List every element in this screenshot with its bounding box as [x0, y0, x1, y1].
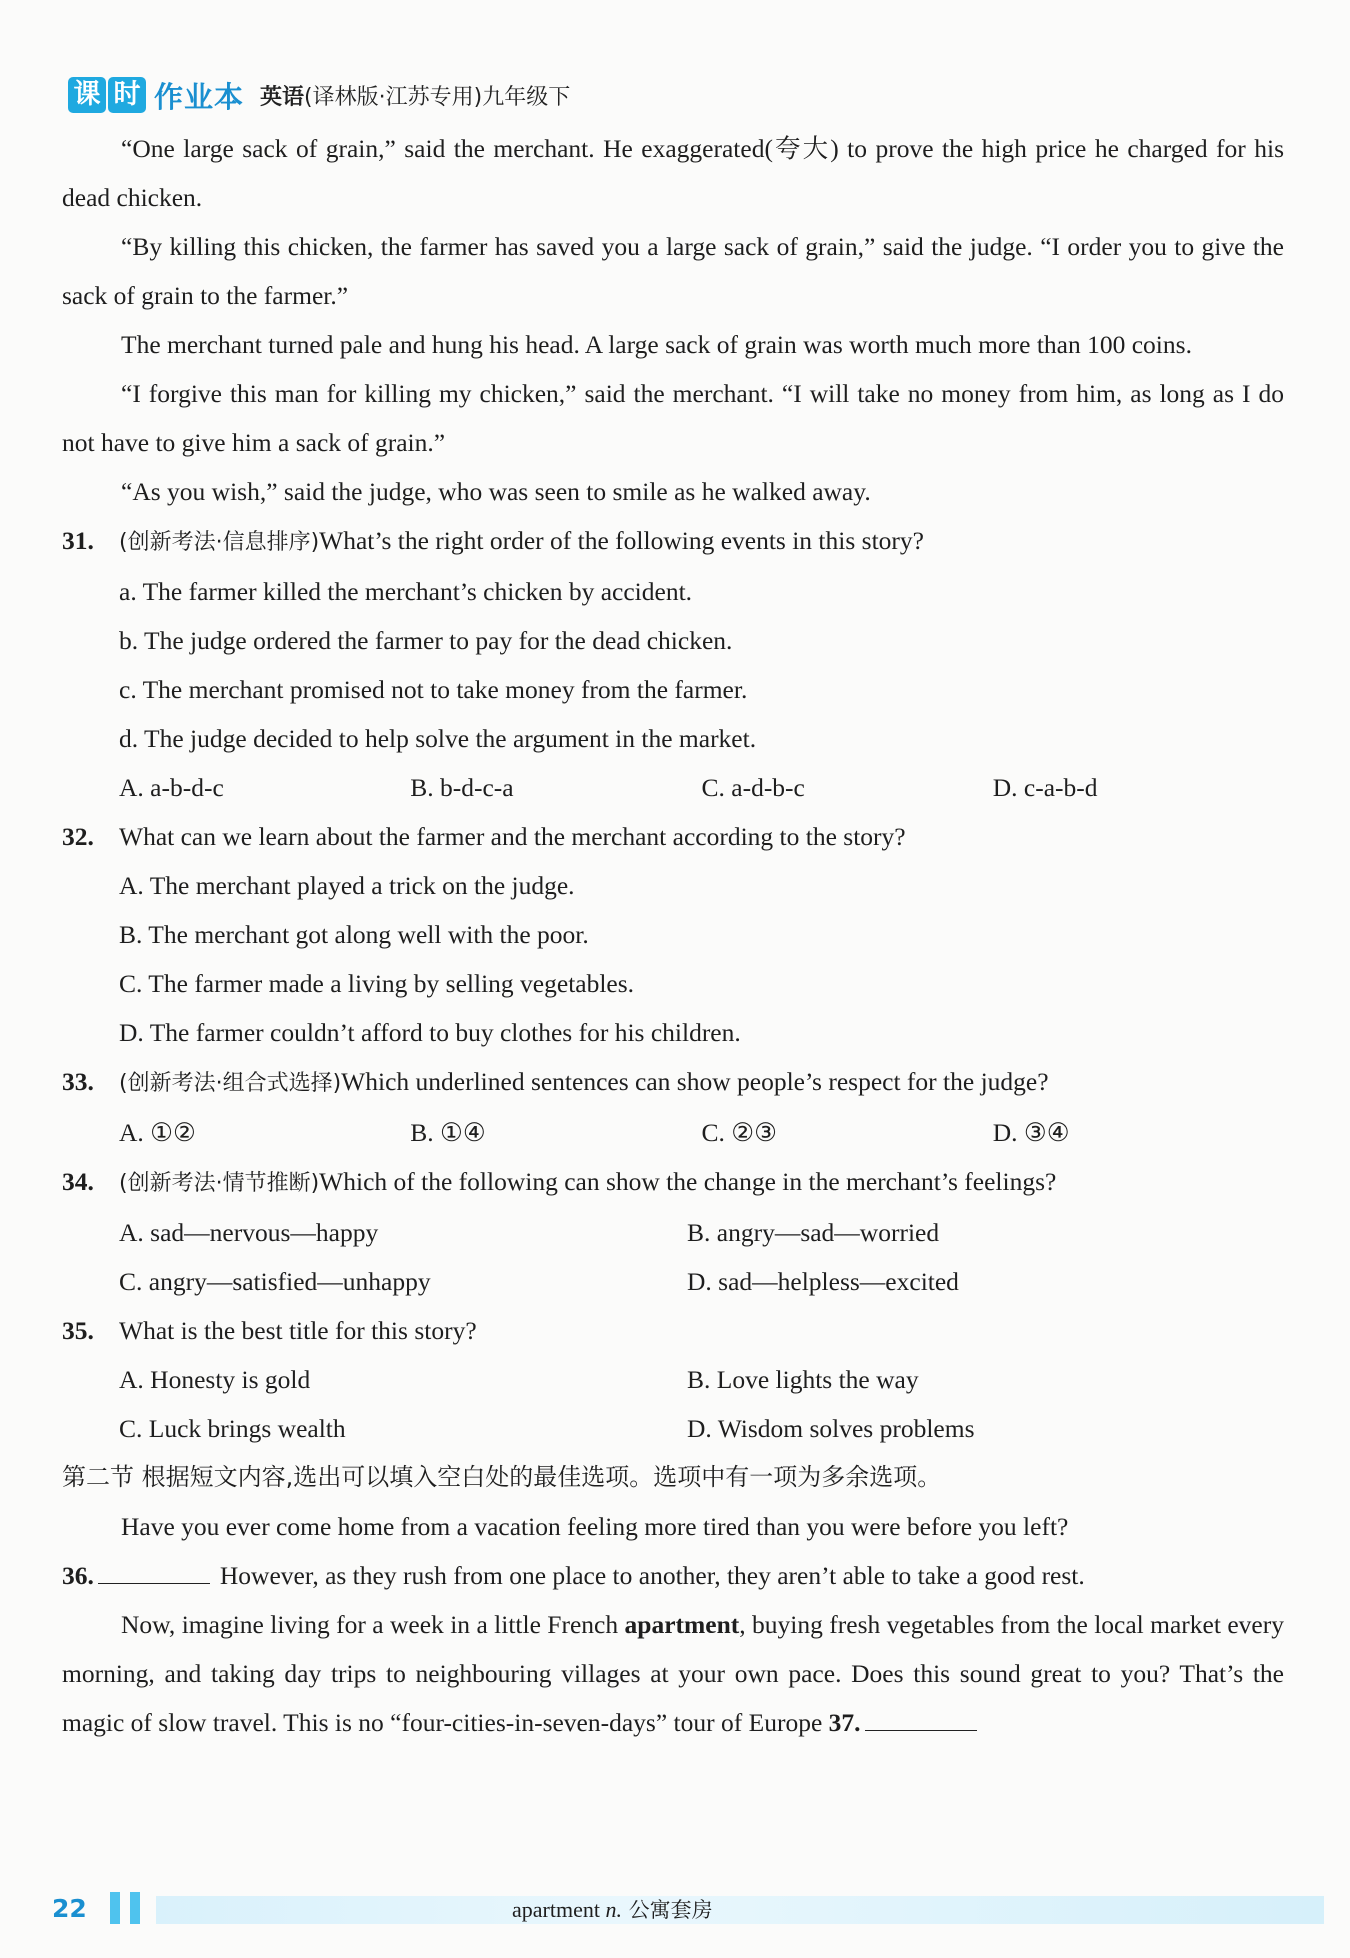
option-d: D. c-a-b-d — [992, 773, 1098, 802]
keyword: apartment — [624, 1610, 740, 1639]
option-a: A. ①② — [119, 1118, 196, 1147]
subject-edition: (译林版·江苏专用)九年级下 — [304, 84, 571, 110]
footer-bar — [110, 1892, 120, 1924]
question-number: 31. — [62, 526, 94, 555]
story-paragraph: “By killing this chicken, the farmer has saved you a large sack of grain,” said the judge. “I order you to give the sack of grain to the farmer.” — [62, 232, 1284, 310]
page-number: 22 — [52, 1894, 87, 1923]
passage-paragraph — [62, 1600, 1284, 1747]
passage-text: However, as they rush from one place to another, they aren’t able to take a good rest. — [219, 1561, 1085, 1590]
option-a: A. a-b-d-c — [119, 773, 224, 802]
story-paragraph: “As you wish,” said the judge, who was seen to smile as he walked away. — [121, 477, 871, 506]
option-d: D. sad—helpless—excited — [687, 1267, 959, 1296]
vocab-pos: n. — [605, 1897, 622, 1922]
story-paragraph: “I forgive this man for killing my chicken,” said the merchant. “I will take no money from him, as long as I do not have to give him a sack of grain.” — [62, 379, 1284, 457]
question-35 — [62, 1306, 1284, 1355]
question-32 — [62, 812, 1284, 861]
question-text: What can we learn about the farmer and the merchant according to the story? — [119, 822, 906, 851]
series-logo — [68, 75, 244, 116]
question-tag: (创新考法·信息排序) — [119, 530, 320, 555]
option-c: C. angry—satisfied—unhappy — [119, 1267, 431, 1296]
footer-band — [156, 1896, 1324, 1924]
event-item: c. The merchant promised not to take money from the farmer. — [119, 675, 748, 704]
answer-options — [62, 1108, 1284, 1157]
option-b: B. b-d-c-a — [410, 773, 514, 802]
option-b: B. Love lights the way — [687, 1365, 919, 1394]
answer-blank[interactable] — [865, 1704, 977, 1731]
story-paragraph: “One large sack of grain,” said the merchant. He exaggerated(夸大) to prove the high price he charged for his dead chicken. — [62, 134, 1284, 212]
blank-number: 36. — [62, 1561, 94, 1590]
event-item: b. The judge ordered the farmer to pay for the dead chicken. — [119, 626, 733, 655]
question-number: 33. — [62, 1067, 94, 1096]
question-31 — [62, 516, 1284, 567]
answer-options — [62, 1355, 1284, 1404]
question-34 — [62, 1157, 1284, 1208]
option-c: C. ②③ — [701, 1118, 777, 1147]
option-c: C. Luck brings wealth — [119, 1414, 346, 1443]
passage-paragraph — [62, 1551, 1284, 1600]
answer-options — [62, 1404, 1284, 1453]
vocab-note — [512, 1894, 713, 1924]
option-b: B. ①④ — [410, 1118, 486, 1147]
section-heading: 第二节 根据短文内容,选出可以填入空白处的最佳选项。选项中有一项为多余选项。 — [62, 1463, 942, 1491]
page-content — [62, 124, 1284, 1747]
footer-bar — [130, 1892, 140, 1924]
question-text: Which underlined sentences can show people’s respect for the judge? — [341, 1067, 1049, 1096]
blank-number: 37. — [828, 1708, 861, 1737]
option-d: D. Wisdom solves problems — [687, 1414, 975, 1443]
option-a: A. The merchant played a trick on the judge. — [119, 871, 575, 900]
subject-name: 英语 — [260, 84, 305, 110]
question-tag: (创新考法·组合式选择) — [119, 1071, 342, 1096]
option-c: C. The farmer made a living by selling vegetables. — [119, 969, 635, 998]
question-number: 34. — [62, 1167, 94, 1196]
option-a: A. Honesty is gold — [119, 1365, 311, 1394]
answer-blank[interactable] — [98, 1557, 210, 1584]
option-b: B. The merchant got along well with the poor. — [119, 920, 589, 949]
book-subject — [260, 80, 570, 111]
option-c: C. a-d-b-c — [701, 773, 805, 802]
vocab-meaning: 公寓套房 — [621, 1898, 713, 1922]
option-a: A. sad—nervous—happy — [119, 1218, 379, 1247]
logo-char-1: 课 — [68, 77, 106, 113]
answer-options — [62, 763, 1284, 812]
question-text: What is the best title for this story? — [119, 1316, 477, 1345]
question-text: Which of the following can show the change in the merchant’s feelings? — [319, 1167, 1057, 1196]
logo-char-2: 时 — [108, 77, 146, 113]
answer-options — [62, 1257, 1284, 1306]
passage-text: , buying fresh vegetables from the local market every morning, and taking day trips to neighbouring villages at your own pace. Does this sound great to you? That’s the magic of slow travel. This is no “four-cities-in-seven-days” tour of Europe — [62, 1610, 1284, 1737]
question-text: What’s the right order of the following events in this story? — [319, 526, 924, 555]
option-d: D. ③④ — [992, 1118, 1070, 1147]
question-number: 32. — [62, 822, 94, 851]
answer-options — [62, 1208, 1284, 1257]
event-item: a. The farmer killed the merchant’s chicken by accident. — [119, 577, 693, 606]
question-number: 35. — [62, 1316, 94, 1345]
vocab-word: apartment — [512, 1897, 606, 1922]
story-paragraph: The merchant turned pale and hung his head. A large sack of grain was worth much more than 100 coins. — [121, 330, 1192, 359]
passage-paragraph: Have you ever come home from a vacation feeling more tired than you were before you left? — [121, 1512, 1069, 1541]
event-item: d. The judge decided to help solve the argument in the market. — [119, 724, 757, 753]
page-header — [68, 74, 570, 116]
logo-text: 作业本 — [154, 79, 245, 114]
question-33 — [62, 1057, 1284, 1108]
option-d: D. The farmer couldn’t afford to buy clothes for his children. — [119, 1018, 741, 1047]
option-b: B. angry—sad—worried — [687, 1218, 940, 1247]
question-tag: (创新考法·情节推断) — [119, 1171, 320, 1196]
passage-text: Now, imagine living for a week in a little French — [121, 1610, 625, 1639]
